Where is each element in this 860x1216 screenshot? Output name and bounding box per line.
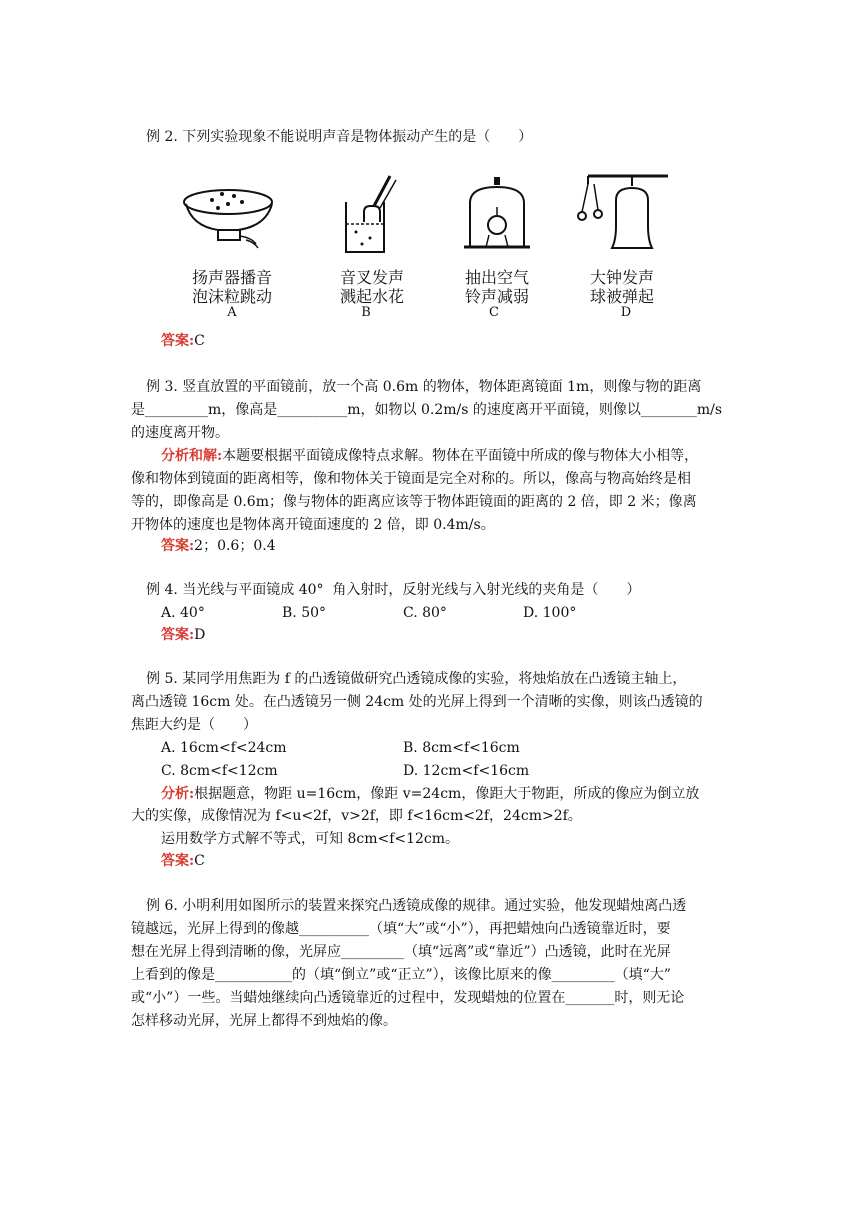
- analysis-text: 本题要根据平面镜成像特点求解。物体在平面镜中所成的像与物体大小相等，: [222, 448, 699, 464]
- figure-c-letter: C: [489, 305, 499, 320]
- ex3-question-line-1: 例 3. 竖直放置的平面镜前，放一个高 0.6m 的物体，物体距离镜面 1m，则像与物的距离: [146, 379, 702, 395]
- ex5-question-line-2: 离凸透镜 16cm 处。在凸透镜另一侧 24cm 处的光屏上得到一个清晰的实像，则该凸透镜的: [131, 694, 703, 710]
- ex5-analysis-line-1: [161, 784, 699, 804]
- ex4-answer: [161, 625, 205, 645]
- figure-a-caption-2: 泡沫粒跳动: [191, 287, 272, 306]
- ex6-question-line-2: 镜越远，光屏上得到的像越__________（填“大”或“小”），再把蜡烛向凸透镜靠近时，要: [131, 921, 671, 937]
- ex5-answer: [161, 851, 205, 871]
- ex3-analysis-line-1: [161, 446, 698, 466]
- analysis-text: 根据题意，物距 u=16cm，像距 v=24cm，像距大于物距，所成的像应为倒立放: [194, 786, 700, 802]
- ex4-option-d: D. 100°: [523, 605, 577, 621]
- ex6-question-line-6: 怎样移动光屏，光屏上都得不到烛焰的像。: [131, 1013, 397, 1029]
- figure-a-letter: A: [227, 305, 237, 320]
- ex3-analysis-line-2: 像和物体到镜面的距离相等，像和物体关于镜面是完全对称的。所以，像高与物高始终是相: [131, 471, 691, 487]
- ex5-analysis-line-2: 大的实像，成像情况为 f<u<2f，v>2f，即 f<16cm<2f，24cm>2f。: [131, 808, 582, 824]
- ex3-analysis-line-4: 开物体的速度也是物体离开镜面速度的 2 倍，即 0.4m/s。: [131, 517, 495, 533]
- ex5-question-line-1: 例 5. 某同学用焦距为 f 的凸透镜做研究凸透镜成像的实验，将烛焰放在凸透镜主轴上，: [146, 671, 687, 687]
- tuning-fork-figure: [340, 172, 400, 257]
- ex3-answer: [161, 536, 276, 556]
- ex6-question-line-1: 例 6. 小明利用如图所示的装置来探究凸透镜成像的规律。通过实验，他发现蜡烛离凸透: [146, 898, 687, 914]
- answer-label: 答案:: [161, 333, 195, 349]
- ex4-question: 例 4. 当光线与平面镜成 40° 角入射时，反射光线与入射光线的夹角是（ ）: [146, 582, 641, 598]
- ex5-analysis-line-3: 运用数学方式解不等式，可知 8cm<f<12cm。: [161, 831, 460, 847]
- ex3-question-line-2: 是_________m，像高是__________m，如物以 0.2m/s 的速度离开平面镜，则像以________m/s: [131, 402, 723, 418]
- ex5-option-b: B. 8cm<f<16cm: [403, 740, 520, 756]
- answer-value: C: [194, 333, 205, 349]
- ex2-answer: [161, 331, 205, 351]
- figure-d-caption-2: 球被弹起: [589, 287, 654, 306]
- figure-d-letter: D: [620, 305, 632, 320]
- answer-label: 答案:: [161, 538, 195, 554]
- figure-c-caption-2: 铃声减弱: [464, 287, 529, 306]
- ex6-question-line-5: 或“小”）一些。当蜡烛继续向凸透镜靠近的过程中，发现蜡烛的位置在_______时，则无论: [131, 990, 685, 1006]
- answer-label: 答案:: [161, 627, 195, 643]
- figure-b-caption-2: 溅起水花: [339, 287, 404, 306]
- answer-value: 2；0.6；0.4: [194, 538, 276, 554]
- figure-b-caption-1: 音叉发声: [339, 268, 404, 287]
- analysis-label: 分析和解:: [161, 448, 223, 464]
- answer-value: D: [194, 627, 206, 643]
- ex5-option-d: D. 12cm<f<16cm: [403, 763, 530, 779]
- ex3-question-line-3: 的速度离开物。: [131, 425, 229, 441]
- speaker-figure: [182, 182, 282, 252]
- figure-c-caption-1: 抽出空气: [464, 268, 529, 287]
- answer-value: C: [194, 853, 205, 869]
- bell-jar-figure: [462, 177, 532, 262]
- figure-a-caption-1: 扬声器播音: [191, 268, 272, 287]
- ex4-option-a: A. 40°: [161, 605, 205, 621]
- ex6-question-line-3: 想在光屏上得到清晰的像，光屏应_________（填“远离”或“靠近”）凸透镜，此时在光屏: [131, 944, 671, 960]
- ex6-question-line-4: 上看到的像是___________的（填“倒立”或“正立”），该像比原来的像_________（填“大”: [131, 967, 671, 983]
- ex5-option-c: C. 8cm<f<12cm: [161, 763, 278, 779]
- ex3-analysis-line-3: 等的，即像高是 0.6m；像与物体的距离应该等于物体距镜面的距离的 2 倍，即 2 米；像离: [131, 494, 697, 510]
- ex5-question-line-3: 焦距大约是（ ）: [131, 717, 257, 733]
- figure-b-letter: B: [361, 305, 371, 320]
- ex2-question: 例 2. 下列实验现象不能说明声音是物体振动产生的是（ ）: [146, 129, 533, 145]
- analysis-label: 分析:: [161, 786, 195, 802]
- big-bell-figure: [572, 170, 672, 256]
- ex4-option-b: B. 50°: [282, 605, 327, 621]
- figure-d-caption-1: 大钟发声: [589, 268, 654, 287]
- ex5-option-a: A. 16cm<f<24cm: [161, 740, 287, 756]
- answer-label: 答案:: [161, 853, 195, 869]
- ex4-option-c: C. 80°: [403, 605, 447, 621]
